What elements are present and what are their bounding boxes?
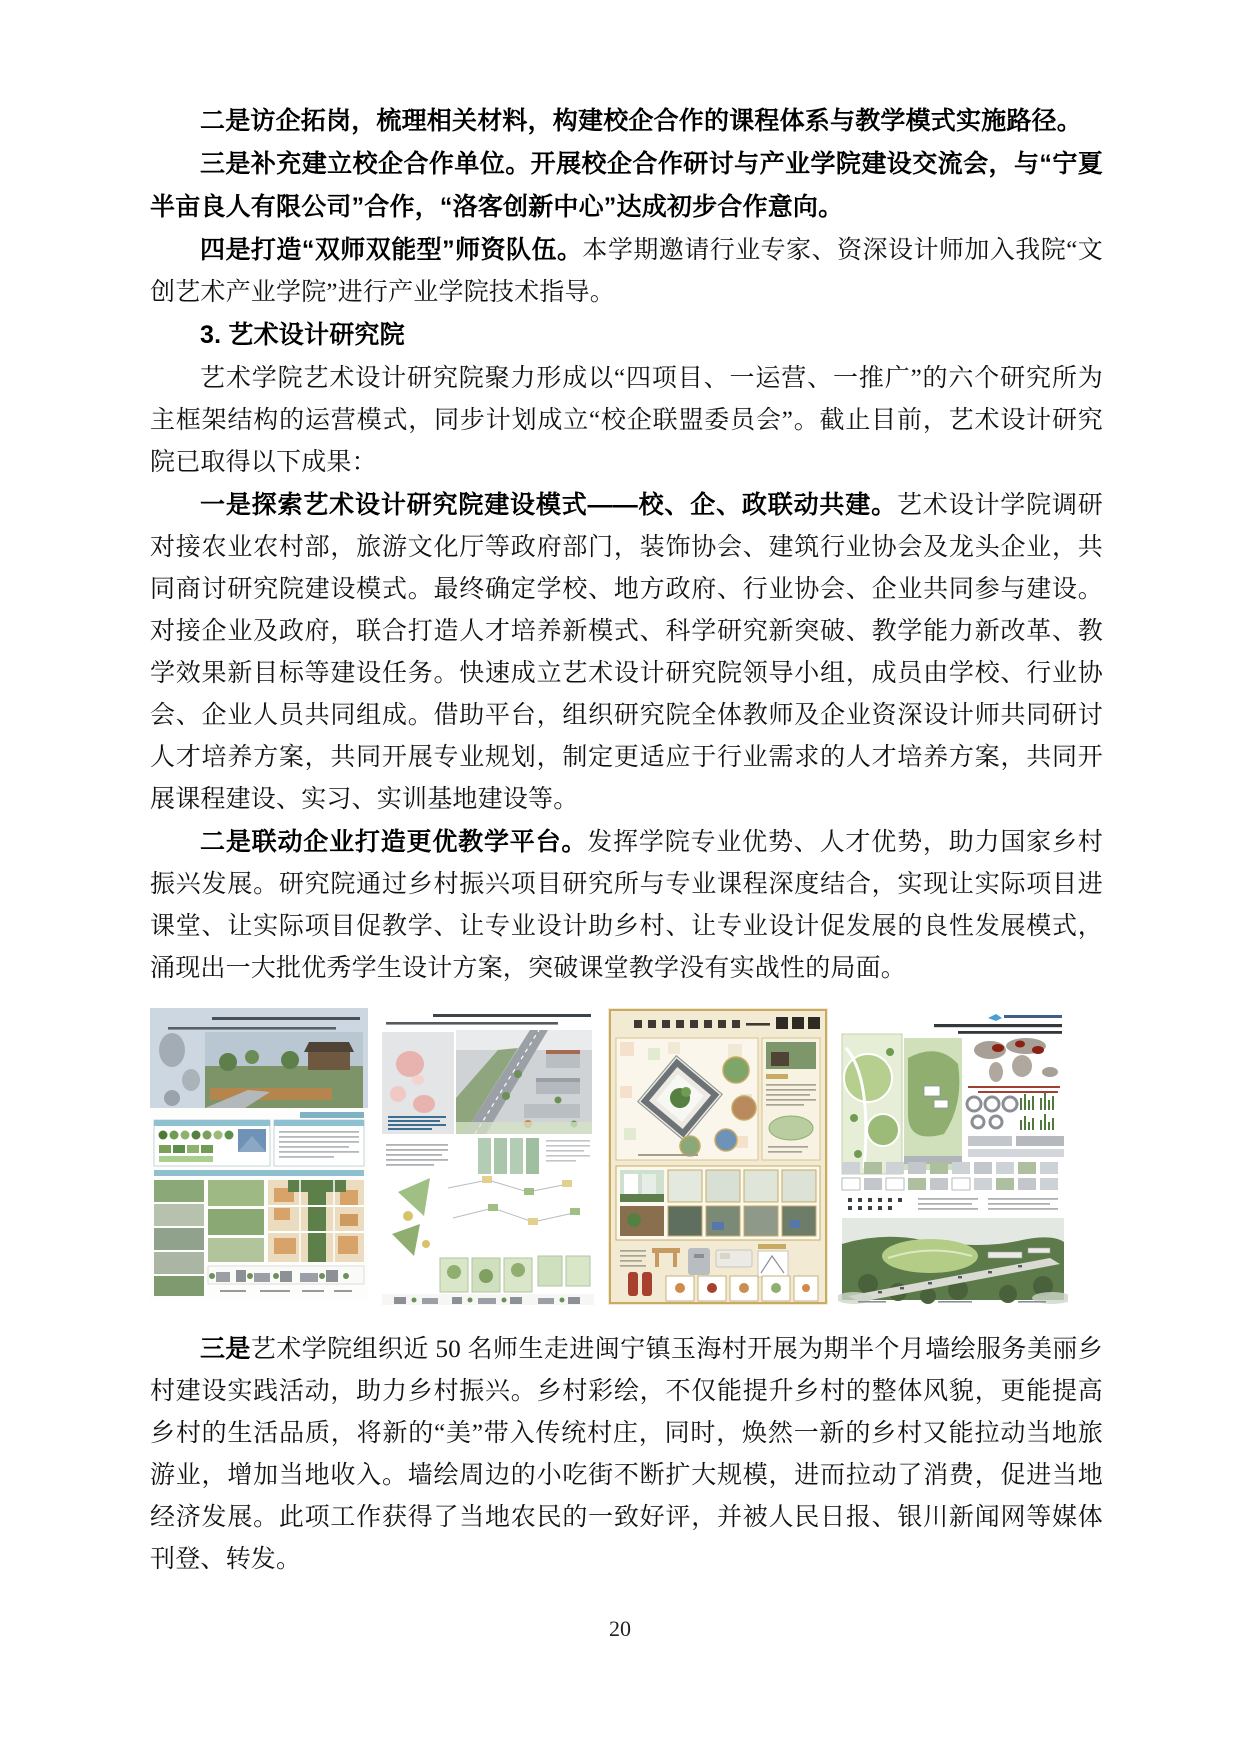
paragraph-lead: 四是打造“双师双能型”师资队伍。 bbox=[200, 236, 583, 264]
paragraph-lead: 二是访企拓岗，梳理相关材料，构建校企合作的课程体系与教学模式实施路径。 bbox=[200, 107, 1083, 135]
paragraph-text: 艺术学院组织近 50 名师生走进闽宁镇玉海村开展为期半个月墙绘服务美丽乡村建设实践活动，助力乡村振兴。乡村彩绘，不仅能提升乡村的整体风貌，更能提高乡村的生活品质，将新的“美”带入传统村庄，同时，焕然一新的乡村又能拉动当地旅游业，增加当地收入。墙绘周边的小吃街不断扩大规模，进而拉动了消费，促进当地经济发展。此项工作获得了当地农民的一致好评，并被人民日报、银川新闻网等媒体刊登、转发。 bbox=[150, 1336, 1104, 1573]
interior-design-poster-image bbox=[608, 1008, 828, 1305]
paragraph-lead: 二是联动企业打造更优教学平台。 bbox=[200, 828, 588, 856]
page-number: 20 bbox=[609, 1616, 631, 1641]
paragraph bbox=[150, 357, 1103, 484]
paragraph-lead: 三是补充建立校企合作单位。开展校企合作研讨与产业学院建设交流会，与“宁夏半亩良人有限公司”合作，“洛客创新中心”达成初步合作意向。 bbox=[150, 150, 1103, 221]
paragraph bbox=[150, 143, 1103, 229]
paragraph bbox=[150, 1328, 1103, 1581]
poster-image-row bbox=[150, 1008, 1103, 1308]
section-heading bbox=[150, 314, 1103, 357]
landscape-garden-poster-image bbox=[150, 1008, 368, 1300]
street-renovation-poster-image bbox=[378, 1008, 598, 1308]
park-planning-poster-image bbox=[838, 1008, 1068, 1304]
section-heading-text: 3. 艺术设计研究院 bbox=[200, 321, 405, 349]
paragraph bbox=[150, 484, 1103, 821]
paragraph bbox=[150, 821, 1103, 990]
paragraph-text: 本学期邀请行业专家、资深设计师加入我院“文创艺术产业学院”进行产业学院技术指导。 bbox=[150, 237, 1103, 306]
aerial-render-graphic bbox=[838, 1218, 1068, 1304]
paragraph bbox=[150, 229, 1103, 314]
paragraph bbox=[150, 100, 1103, 143]
paragraph-text: 发挥学院专业优势、人才优势，助力国家乡村振兴发展。研究院通过乡村振兴项目研究所与专业课程深度结合，实现让实际项目进课堂、让实际项目促教学、让专业设计助乡村、让专业设计促发展的良性发展模式，涌现出一大批优秀学生设计方案，突破课堂教学没有实战性的局面。 bbox=[150, 829, 1103, 982]
paragraph-lead: 三是 bbox=[200, 1335, 251, 1363]
document-body bbox=[150, 100, 1103, 1581]
paragraph-lead: 一是探索艺术设计研究院建设模式——校、企、政联动共建。 bbox=[200, 491, 897, 519]
paragraph-text: 艺术学院艺术设计研究院聚力形成以“四项目、一运营、一推广”的六个研究所为主框架结构的运营模式，同步计划成立“校企联盟委员会”。截止目前，艺术设计研究院已取得以下成果： bbox=[150, 365, 1103, 476]
paragraph-text: 艺术设计学院调研对接农业农村部，旅游文化厅等政府部门，装饰协会、建筑行业协会及龙头企业，共同商讨研究院建设模式。最终确定学校、地方政府、行业协会、企业共同参与建设。对接企业及政府，联合打造人才培养新模式、科学研究新突破、教学能力新改革、教学效果新目标等建设任务。快速成立艺术设计研究院领导小组，成员由学校、行业协会、企业人员共同组成。借助平台，组织研究院全体教师及企业资深设计师共同研讨人才培养方案，共同开展专业规划，制定更适应于行业需求的人才培养方案，共同开展课程建设、实习、实训基地建设等。 bbox=[150, 492, 1103, 813]
